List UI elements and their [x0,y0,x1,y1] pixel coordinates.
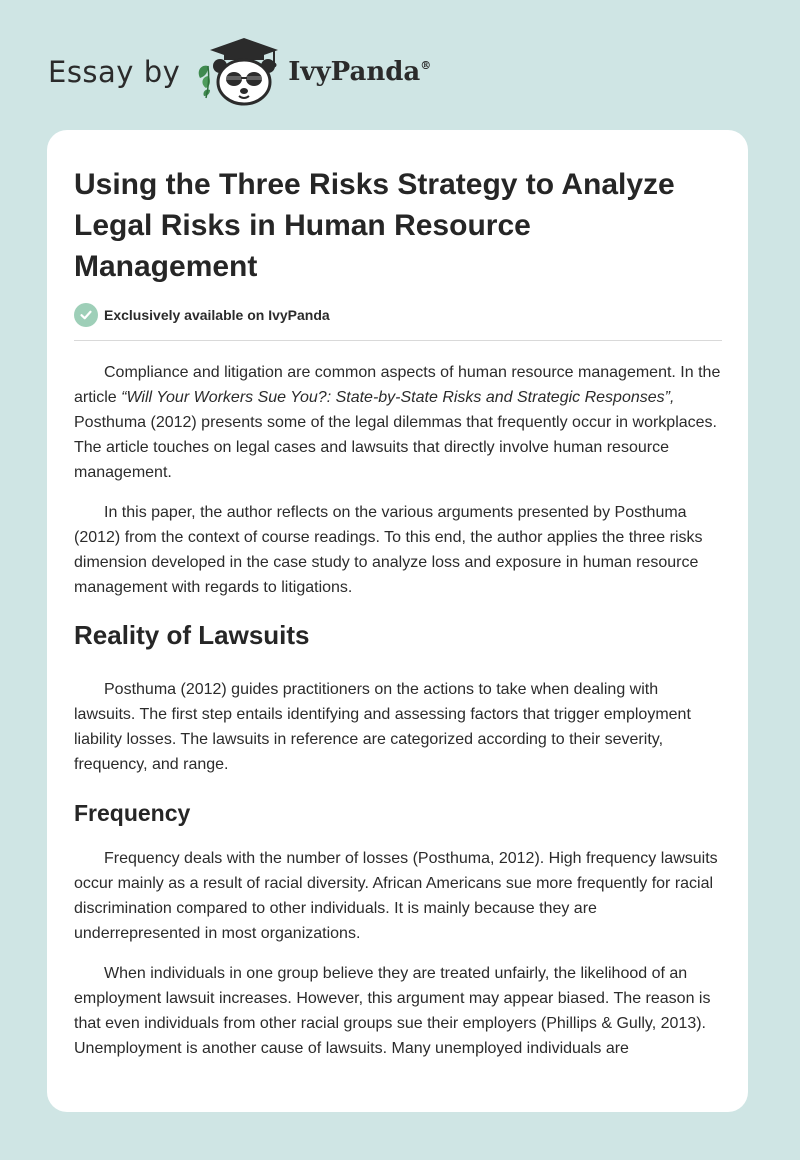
brand-name[interactable]: IvyPanda® [288,57,432,87]
paragraph-purpose: In this paper, the author reflects on the various arguments presented by Posthuma (2012) from the context of course readings. To this end, the author applies the three risks dimension developed in the case study to analyze loss and exposure in human resource management with regards to litigations. [74,504,703,596]
cited-article-title: “Will Your Workers Sue You?: State-by-State Risks and Strategic Responses”, [121,389,675,406]
checkmark-icon [74,303,98,327]
essay-card [47,130,748,1112]
exclusive-label: Exclusively available on IvyPanda [104,307,330,323]
paragraph-reality: Posthuma (2012) guides practitioners on the actions to take when dealing with lawsuits. The first step entails identifying and assessing factors that trigger employment liability losses. The lawsuits in reference are categorized according to their severity, frequency, and range. [74,681,691,773]
heading-reality-of-lawsuits: Reality of Lawsuits [74,620,310,650]
paragraph-intro: Compliance and litigation are common aspects of human resource management. In the article “Will Your Workers Sue You?: State-by-State Risks and Strategic Responses”, Posthuma (2012) presents some of the legal dilemmas that frequently occur in workplaces. The article touches on legal cases and lawsuits that directly involve human resource management. [74,364,721,481]
paragraph-frequency-2: When individuals in one group believe they are treated unfairly, the likelihood of an employment lawsuit increases. However, this argument may appear biased. The reason is that even individuals from other racial groups sue their employers (Phillips & Gully, 2013). Unemployment is another cause of lawsuits. Many unemployed individuals are [74,965,711,1057]
essay-by-label: Essay by [48,55,181,89]
title-divider [74,340,722,341]
registered-mark: ® [420,59,432,72]
ivypanda-logo-icon[interactable] [194,36,286,108]
site-header [48,36,431,108]
paragraph-frequency-1: Frequency deals with the number of losses (Posthuma, 2012). High frequency lawsuits occur mainly as a result of racial diversity. African Americans sue more frequently for racial discrimination compared to other individuals. It is mainly because they are underrepresented in most organizations. [74,850,718,942]
essay-title: Using the Three Risks Strategy to Analyze Legal Risks in Human Resource Management [74,168,675,283]
essay-body [74,360,722,1061]
heading-frequency: Frequency [74,800,191,826]
exclusive-badge [74,303,722,327]
